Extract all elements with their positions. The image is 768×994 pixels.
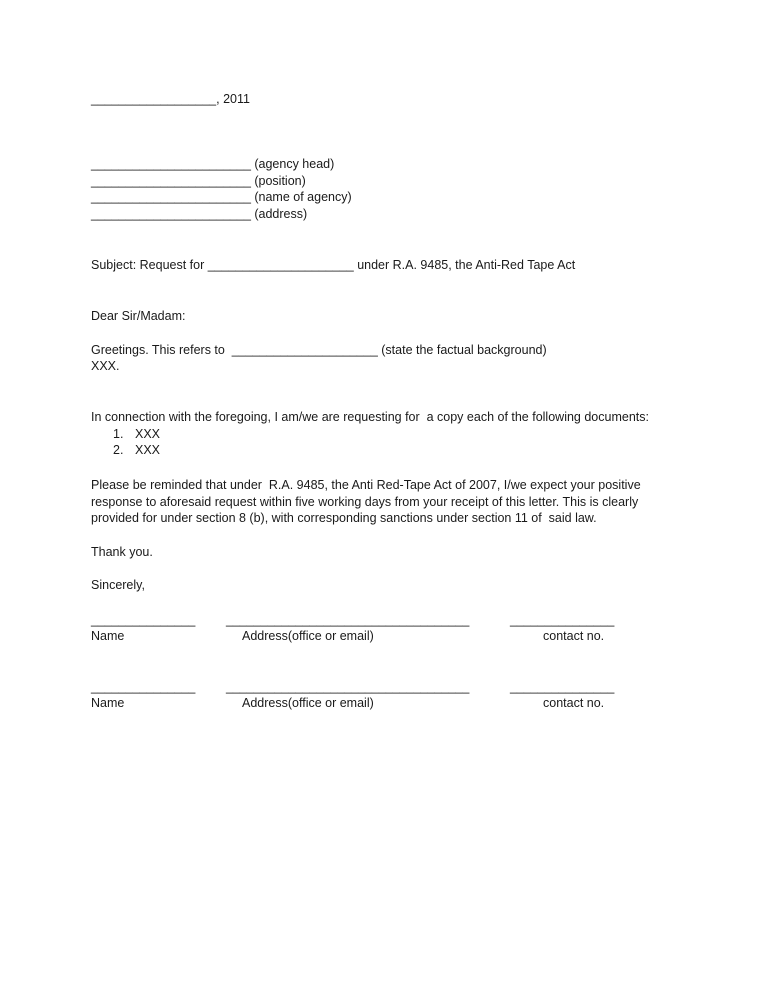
connection-paragraph: In connection with the foregoing, I am/we are requesting for a copy each of the following documents: <box>91 410 649 424</box>
name-label: Name <box>91 696 125 710</box>
contact-blank: _______________ <box>510 680 615 694</box>
date-line: __________________, 2011 <box>91 92 250 106</box>
recipient-address: _______________________ (address) <box>91 207 308 221</box>
address-label: Address(office or email) <box>242 629 374 643</box>
reminder-line-2: response to aforesaid request within five working days from your receipt of this letter. This is clearly <box>91 495 639 509</box>
address-blank: ___________________________________ <box>226 613 470 627</box>
contact-label: contact no. <box>543 629 605 643</box>
subject-line: Subject: Request for _____________________ under R.A. 9485, the Anti-Red Tape Act <box>91 258 576 272</box>
list-number: 2. <box>113 443 124 457</box>
address-label: Address(office or email) <box>242 696 374 710</box>
reminder-line-1: Please be reminded that under R.A. 9485, the Anti Red-Tape Act of 2007, I/we expect your positive <box>91 478 641 492</box>
contact-blank: _______________ <box>510 613 615 627</box>
closing: Sincerely, <box>91 578 145 592</box>
name-label: Name <box>91 629 125 643</box>
greetings-continuation: XXX. <box>91 359 120 373</box>
greetings-line: Greetings. This refers to _____________________ (state the factual background) <box>91 343 547 357</box>
list-text: XXX <box>135 427 161 441</box>
address-blank: ___________________________________ <box>226 680 470 694</box>
list-text: XXX <box>135 443 161 457</box>
contact-label: contact no. <box>543 696 605 710</box>
recipient-agency-head: _______________________ (agency head) <box>91 157 335 171</box>
recipient-agency-name: _______________________ (name of agency) <box>91 190 352 204</box>
recipient-position: _______________________ (position) <box>91 174 306 188</box>
name-blank: _______________ <box>91 613 196 627</box>
thank-you: Thank you. <box>91 545 153 559</box>
list-number: 1. <box>113 427 124 441</box>
reminder-line-3: provided for under section 8 (b), with corresponding sanctions under section 11 of said law. <box>91 511 597 525</box>
salutation: Dear Sir/Madam: <box>91 309 186 323</box>
name-blank: _______________ <box>91 680 196 694</box>
